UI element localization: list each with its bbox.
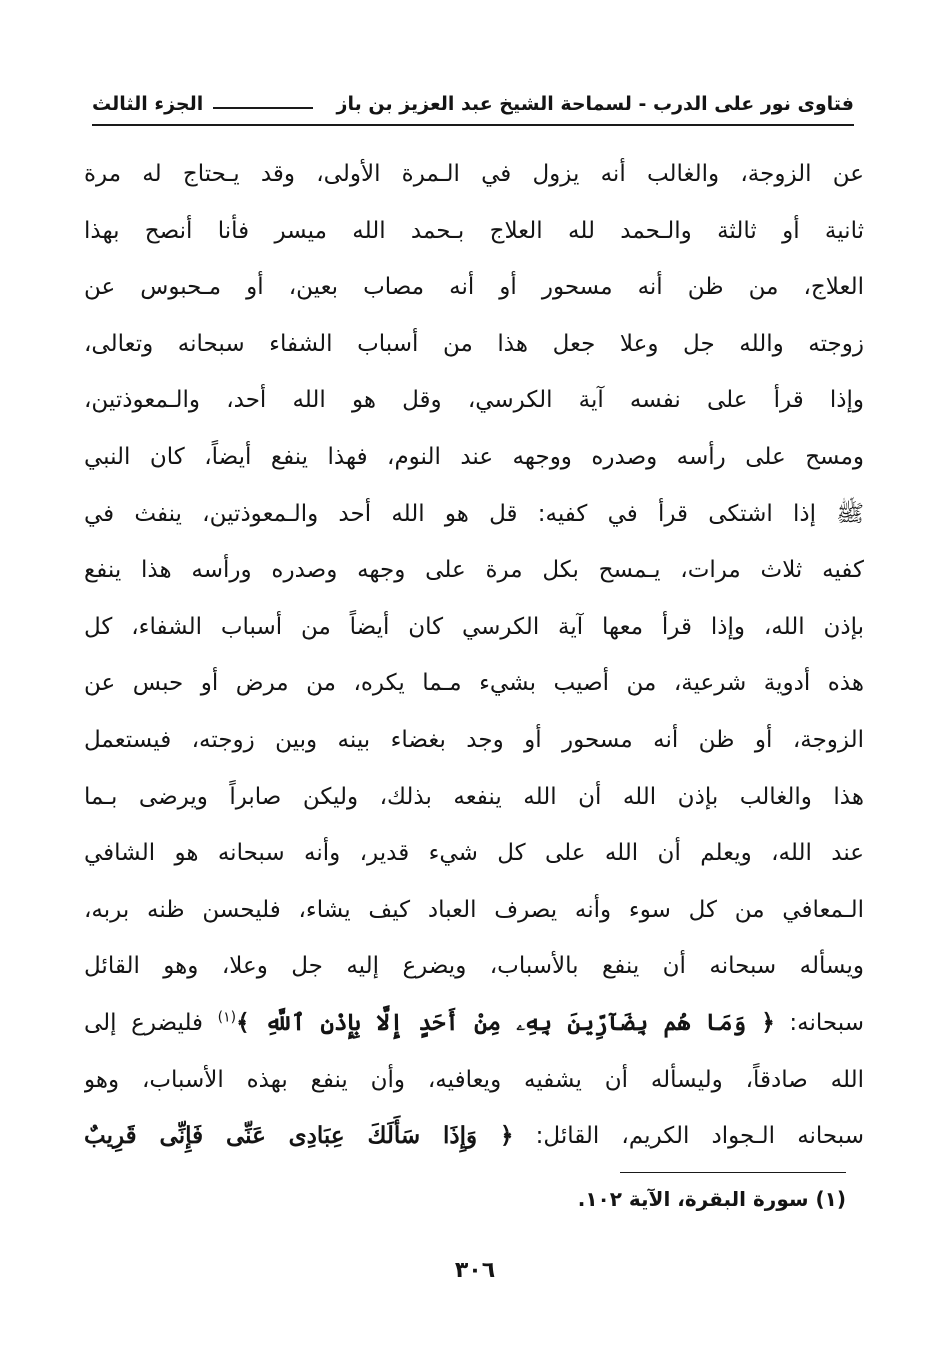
text-line: هذا والغالب بإذن الله أن الله ينفعه بذلك، وليكن صابراً ويرضى بـما <box>84 783 864 810</box>
text-line-with-quran-verse <box>84 1108 864 1165</box>
text-line: كفيه ثلاث مرات، يـمسح بكل مرة على وجهه وصدره ورأسه هذا ينفع <box>84 557 864 584</box>
running-head-volume: الجزء الثالث <box>92 93 204 115</box>
text-line: العلاج، من ظن أنه مسحور أو أنه مصاب بعين، أو مـحبوس عن <box>84 274 864 301</box>
text-line: ومسح على رأسه وصدره ووجهه عند النوم، فهذا ينفع أيضاً، كان النبي <box>84 443 864 470</box>
running-head-rule <box>213 107 313 109</box>
text-line: ﷺ إذا اشتكى قرأ في كفيه: قل هو الله أحد والـمعوذتين، ينفث في <box>84 500 864 527</box>
running-head <box>92 84 854 126</box>
text-line: ثانية أو ثالثة والـحمد لله العلاج بـحمد الله ميسر فأنا أنصح بهذا <box>84 217 864 244</box>
text-line: الـمعافي من كل سوء وأنه يصرف العباد كيف يشاء، فليحسن ظنه بربه، <box>84 896 864 923</box>
footnote-separator <box>620 1172 846 1173</box>
text-line: الله صادقاً، وليسأله أن يشفيه ويعافيه، وأن ينفع بهذه الأسباب، وهو <box>84 1066 864 1093</box>
line-prefix: سبحانه: <box>774 1009 864 1036</box>
quran-verse: ﴿ وَمَا هُم بِضَآرِّينَ بِهِۦ مِنْ أَحَدٍ إِلَّا بِإِذْنِ ٱللَّهِ ﴾ <box>236 1008 775 1036</box>
body-text <box>84 146 864 1165</box>
running-head-title: فتاوى نور على الدرب - لسماحة الشيخ عبد العزيز بن باز <box>336 93 854 115</box>
footnote-reference: (١) <box>217 1009 237 1026</box>
text-line: عند الله، ويعلم أن الله على كل شيء قدير، وأنه سبحانه هو الشافي <box>84 840 864 867</box>
text-line: هذه أدوية شرعية، من أصيب بشيء مـما يكره، من مرض أو حبس عن <box>84 670 864 697</box>
footnote: (١) سورة البقرة، الآية ١٠٢. <box>577 1187 846 1211</box>
running-head-volume-group <box>92 90 313 118</box>
text-line: بإذن الله، وإذا قرأ معها آية الكرسي كان أيضاً من أسباب الشفاء، كل <box>84 613 864 640</box>
page-number: ٣٠٦ <box>454 1258 496 1283</box>
line-prefix: سبحانه الـجواد الكريم، القائل: <box>513 1123 864 1150</box>
quran-verse: ﴿ وَإِذَا سَأَلَكَ عِبَادِى عَنِّى فَإِنِّى قَرِيبٌ <box>84 1122 514 1150</box>
text-line: زوجته والله جل وعلا جعل هذا من أسباب الشفاء سبحانه وتعالى، <box>84 330 864 357</box>
text-line: ويسأله سبحانه أن ينفع بالأسباب، ويضرع إليه جل وعلا، وهو القائل <box>84 953 864 980</box>
text-line: وإذا قرأ على نفسه آية الكرسي، وقل هو الله أحد، والـمعوذتين، <box>84 387 864 414</box>
text-line-with-quran-verse <box>84 995 864 1052</box>
text-line: عن الزوجة، والغالب أنه يزول في الـمرة الأولى، وقد يـحتاج له مرة <box>84 161 864 187</box>
line-suffix: فليضرع إلى <box>84 1009 218 1036</box>
text-line: الزوجة، أو ظن أنه مسحور أو وجد بغضاء بينه وبين زوجته، فيستعمل <box>84 726 864 753</box>
